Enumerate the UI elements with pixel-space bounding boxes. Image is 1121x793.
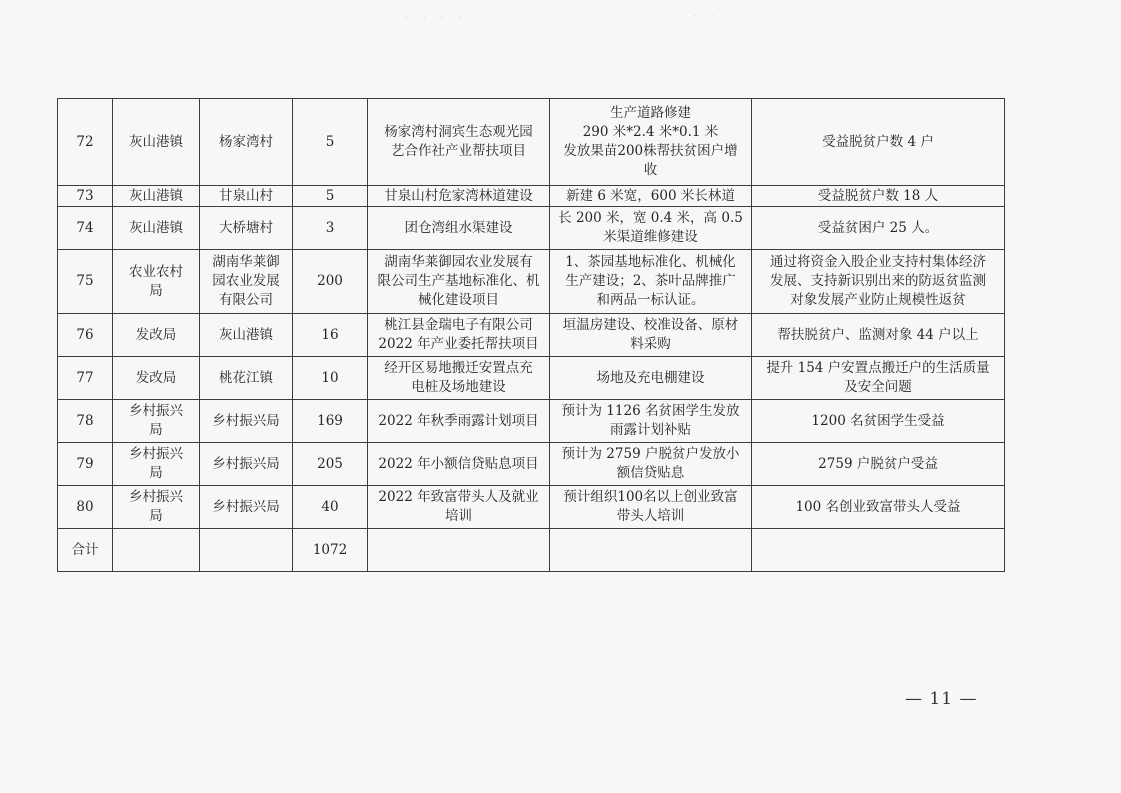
amount-cell: 169 [293, 400, 368, 443]
implementing-unit-cell: 灰山港镇 [113, 186, 200, 207]
target-cell: 桃花江镇 [200, 357, 293, 400]
empty-cell [550, 529, 752, 572]
row-number-cell: 74 [58, 207, 113, 250]
amount-cell: 40 [293, 486, 368, 529]
benefit-cell: 受益脱贫户数 18 人 [752, 186, 1005, 207]
amount-cell: 10 [293, 357, 368, 400]
total-amount-cell: 1072 [293, 529, 368, 572]
benefit-cell: 100 名创业致富带头人受益 [752, 486, 1005, 529]
empty-cell [752, 529, 1005, 572]
table-row [58, 357, 1005, 400]
target-cell: 湖南华莱御 园农业发展 有限公司 [200, 250, 293, 314]
benefit-cell: 2759 户脱贫户受益 [752, 443, 1005, 486]
empty-cell [113, 529, 200, 572]
implementing-unit-cell: 灰山港镇 [113, 207, 200, 250]
construction-content-cell: 新建 6 米宽，600 米长林道 [550, 186, 752, 207]
total-row [58, 529, 1005, 572]
row-number-cell: 72 [58, 99, 113, 186]
project-table [57, 98, 1005, 572]
construction-content-cell: 场地及充电棚建设 [550, 357, 752, 400]
row-number-cell: 77 [58, 357, 113, 400]
project-name-cell: 经开区易地搬迁安置点充 电桩及场地建设 [368, 357, 550, 400]
project-name-cell: 桃江县金瑞电子有限公司 2022 年产业委托帮扶项目 [368, 314, 550, 357]
project-name-cell: 2022 年小额信贷贴息项目 [368, 443, 550, 486]
scan-mark: · · · · [405, 14, 468, 24]
row-number-cell: 75 [58, 250, 113, 314]
row-number-cell: 80 [58, 486, 113, 529]
implementing-unit-cell: 发改局 [113, 357, 200, 400]
amount-cell: 16 [293, 314, 368, 357]
amount-cell: 5 [293, 186, 368, 207]
project-name-cell: 甘泉山村危家湾林道建设 [368, 186, 550, 207]
benefit-cell: 受益贫困户 25 人。 [752, 207, 1005, 250]
empty-cell [200, 529, 293, 572]
target-cell: 甘泉山村 [200, 186, 293, 207]
project-name-cell: 杨家湾村洞宾生态观光园 艺合作社产业帮扶项目 [368, 99, 550, 186]
implementing-unit-cell: 发改局 [113, 314, 200, 357]
construction-content-cell: 预计组织100名以上创业致富 带头人培训 [550, 486, 752, 529]
implementing-unit-cell: 农业农村 局 [113, 250, 200, 314]
construction-content-cell: 预计为 1126 名贫困学生发放 雨露计划补贴 [550, 400, 752, 443]
project-name-cell: 2022 年秋季雨露计划项目 [368, 400, 550, 443]
target-cell: 灰山港镇 [200, 314, 293, 357]
target-cell: 乡村振兴局 [200, 443, 293, 486]
amount-cell: 3 [293, 207, 368, 250]
page-number: — 11 — [905, 689, 978, 709]
empty-cell [368, 529, 550, 572]
construction-content-cell: 生产道路修建 290 米*2.4 米*0.1 米 发放果苗200株帮扶贫困户增 收 [550, 99, 752, 186]
scan-mark: · · · · [676, 12, 739, 22]
row-number-cell: 78 [58, 400, 113, 443]
table-row [58, 314, 1005, 357]
construction-content-cell: 垣温房建设、校准设备、原材 料采购 [550, 314, 752, 357]
benefit-cell: 通过将资金入股企业支持村集体经济 发展、支持新识别出来的防返贫监测 对象发展产业防止规模性返贫 [752, 250, 1005, 314]
construction-content-cell: 1、茶园基地标准化、机械化 生产建设；2、茶叶品牌推广 和两品一标认证。 [550, 250, 752, 314]
benefit-cell: 提升 154 户安置点搬迁户的生活质量 及安全问题 [752, 357, 1005, 400]
benefit-cell: 帮扶脱贫户、监测对象 44 户以上 [752, 314, 1005, 357]
project-name-cell: 2022 年致富带头人及就业 培训 [368, 486, 550, 529]
project-name-cell: 湖南华莱御园农业发展有 限公司生产基地标准化、机 械化建设项目 [368, 250, 550, 314]
table-row [58, 250, 1005, 314]
row-number-cell: 76 [58, 314, 113, 357]
benefit-cell: 受益脱贫户数 4 户 [752, 99, 1005, 186]
table-row [58, 486, 1005, 529]
implementing-unit-cell: 灰山港镇 [113, 99, 200, 186]
row-number-cell: 73 [58, 186, 113, 207]
table-row [58, 400, 1005, 443]
construction-content-cell: 预计为 2759 户脱贫户发放小 额信贷贴息 [550, 443, 752, 486]
target-cell: 乡村振兴局 [200, 400, 293, 443]
project-name-cell: 团仓湾组水渠建设 [368, 207, 550, 250]
implementing-unit-cell: 乡村振兴 局 [113, 400, 200, 443]
row-number-cell: 79 [58, 443, 113, 486]
target-cell: 杨家湾村 [200, 99, 293, 186]
implementing-unit-cell: 乡村振兴 局 [113, 443, 200, 486]
target-cell: 大桥塘村 [200, 207, 293, 250]
benefit-cell: 1200 名贫困学生受益 [752, 400, 1005, 443]
target-cell: 乡村振兴局 [200, 486, 293, 529]
table-row [58, 443, 1005, 486]
table-row [58, 99, 1005, 186]
amount-cell: 205 [293, 443, 368, 486]
construction-content-cell: 长 200 米，宽 0.4 米，高 0.5 米渠道维修建设 [550, 207, 752, 250]
table-row [58, 186, 1005, 207]
project-table-container [57, 98, 1004, 572]
total-label-cell: 合计 [58, 529, 113, 572]
amount-cell: 5 [293, 99, 368, 186]
implementing-unit-cell: 乡村振兴 局 [113, 486, 200, 529]
amount-cell: 200 [293, 250, 368, 314]
table-row [58, 207, 1005, 250]
